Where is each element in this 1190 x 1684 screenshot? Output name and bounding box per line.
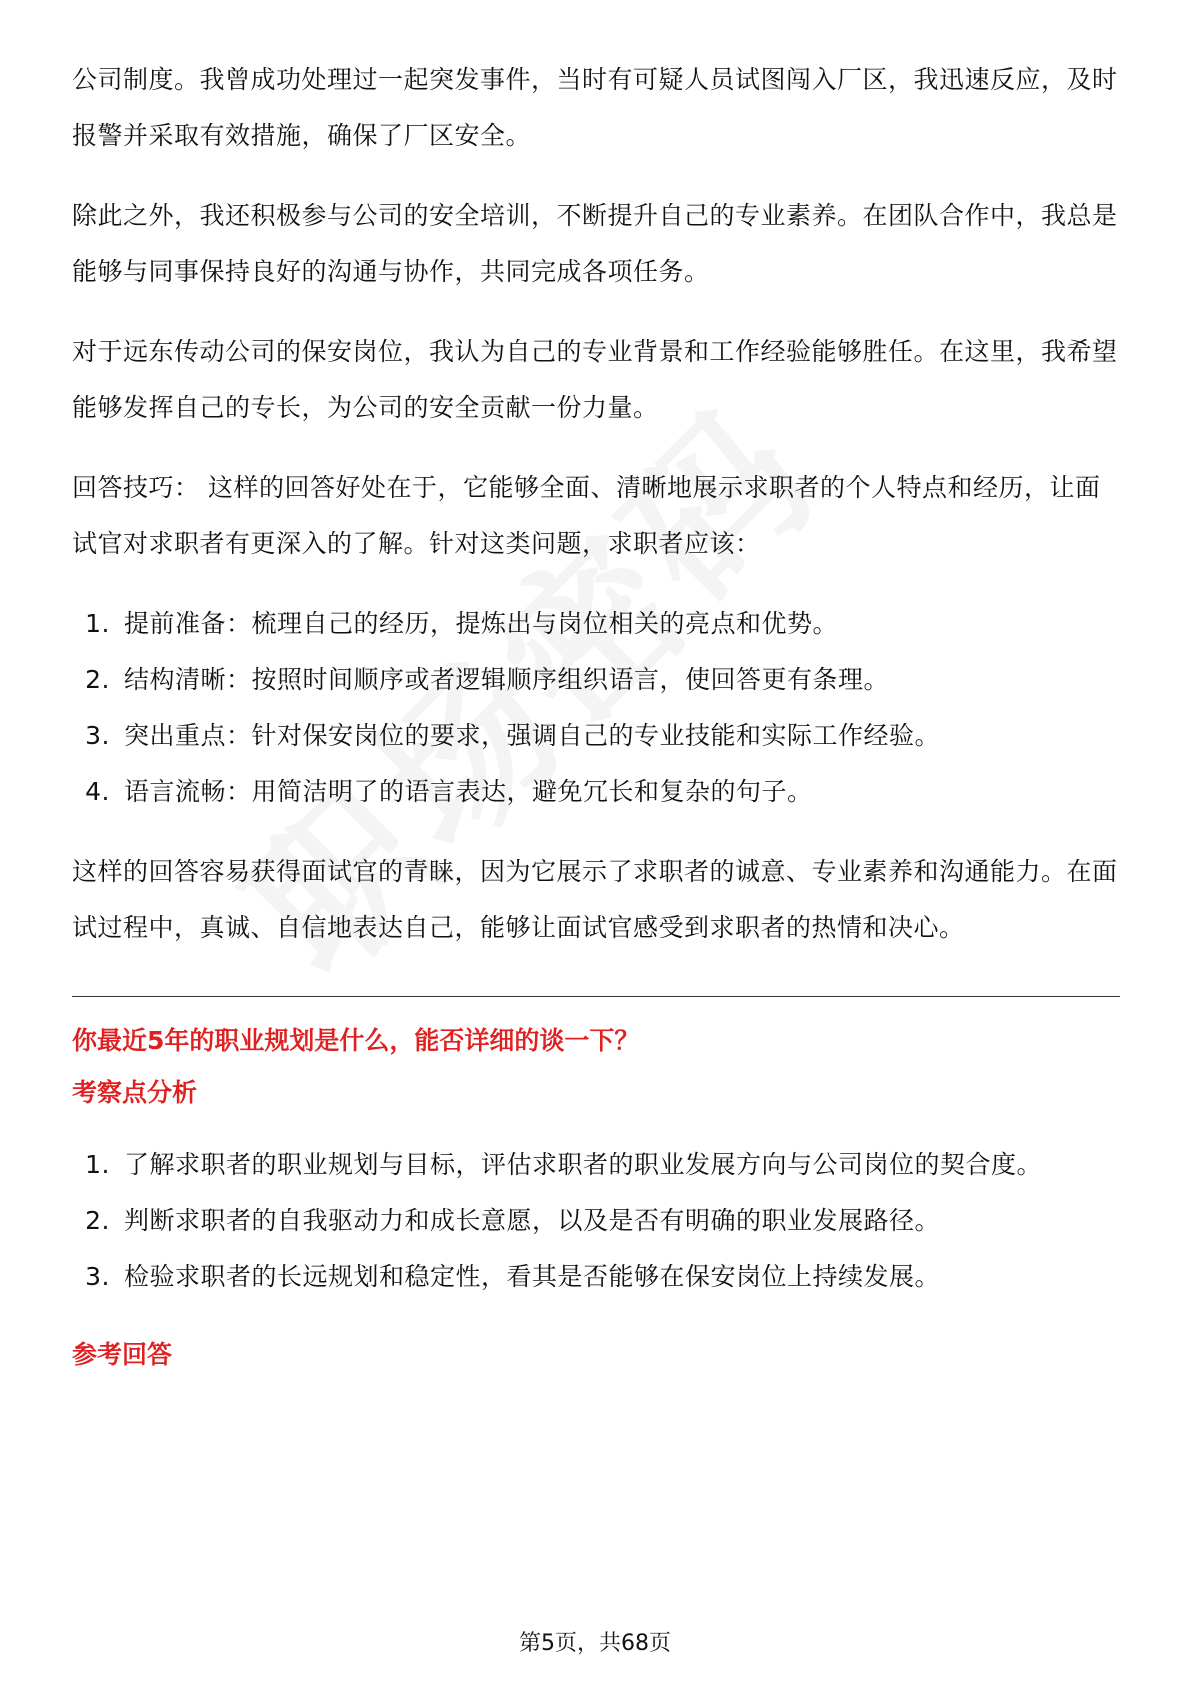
list-text: 了解求职者的职业规划与目标，评估求职者的职业发展方向与公司岗位的契合度。 [124, 1150, 1043, 1179]
list-item [72, 1249, 1120, 1305]
paragraph: 对于远东传动公司的保安岗位，我认为自己的专业背景和工作经验能够胜任。在这里，我希望能够发挥自己的专长，为公司的安全贡献一份力量。 [72, 337, 1118, 422]
page-number: 第5页，共68页 [519, 1631, 671, 1656]
list-item [72, 1137, 1120, 1193]
list-text: 语言流畅：用简洁明了的语言表达，避免冗长和复杂的句子。 [124, 777, 813, 806]
list-item [72, 708, 1120, 764]
analysis-list [72, 1137, 1120, 1305]
closing-paragraph: 这样的回答容易获得面试官的青睐，因为它展示了求职者的诚意、专业素养和沟通能力。在面试过程中，真诚、自信地表达自己，能够让面试官感受到求职者的热情和决心。 [72, 857, 1118, 942]
reference-answer-heading: 参考回答 [72, 1340, 173, 1369]
list-text: 提前准备：梳理自己的经历，提炼出与岗位相关的亮点和优势。 [124, 609, 839, 638]
question-title: 你最近5年的职业规划是什么，能否详细的谈一下？ [72, 1026, 640, 1055]
list-item [72, 764, 1120, 820]
section-divider [72, 996, 1120, 997]
list-item [72, 596, 1120, 652]
list-number: 1. [85, 609, 110, 638]
answer-tips-paragraph: 回答技巧： 这样的回答好处在于，它能够全面、清晰地展示求职者的个人特点和经历，让面试官对求职者有更深入的了解。针对这类问题，求职者应该： [72, 473, 1101, 558]
paragraph: 公司制度。我曾成功处理过一起突发事件，当时有可疑人员试图闯入厂区，我迅速反应，及时报警并采取有效措施，确保了厂区安全。 [72, 65, 1118, 150]
list-text: 结构清晰：按照时间顺序或者逻辑顺序组织语言，使回答更有条理。 [124, 665, 890, 694]
document-page [72, 52, 1120, 1381]
list-number: 2. [85, 665, 110, 694]
paragraph: 除此之外，我还积极参与公司的安全培训，不断提升自己的专业素养。在团队合作中，我总是能够与同事保持良好的沟通与协作，共同完成各项任务。 [72, 201, 1118, 286]
list-number: 1. [85, 1150, 110, 1179]
analysis-heading: 考察点分析 [72, 1078, 198, 1107]
list-item [72, 652, 1120, 708]
list-item [72, 1193, 1120, 1249]
list-text: 突出重点：针对保安岗位的要求，强调自己的专业技能和实际工作经验。 [124, 721, 941, 750]
list-number: 3. [85, 721, 110, 750]
list-text: 判断求职者的自我驱动力和成长意愿，以及是否有明确的职业发展路径。 [124, 1206, 941, 1235]
list-number: 3. [85, 1262, 110, 1291]
list-text: 检验求职者的长远规划和稳定性，看其是否能够在保安岗位上持续发展。 [124, 1262, 941, 1291]
list-number: 2. [85, 1206, 110, 1235]
list-number: 4. [85, 777, 110, 806]
tips-list [72, 596, 1120, 820]
